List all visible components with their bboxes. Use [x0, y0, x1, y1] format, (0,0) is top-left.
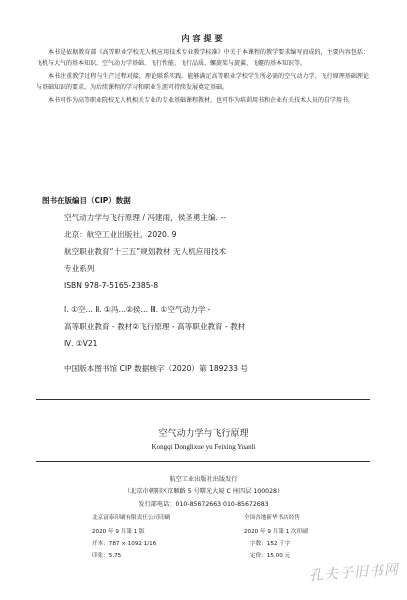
printing: 2020 年 9 月第 1 次印刷: [244, 529, 308, 535]
cip-line: 专业系列: [64, 264, 95, 273]
cip-line: 高等职业教育 - 教材②飞行原理 - 高等职业教育 - 教材: [64, 322, 246, 331]
publisher-phone: 发行部电话：010-85672663 010-85672683: [138, 501, 269, 508]
format: 开本：787 × 1092 1/16: [92, 541, 157, 547]
cip-line: 航空职业教育“十三五”规划教材 无人机应用技术: [64, 247, 227, 256]
summary-paragraph: 本书是依据教育部《高等职业学校无人机应用技术专业教学标准》中关于本课程的教学要求编写而成的，主要内容包括：飞机与大气的基本知识、空气动力学基础、飞行性能、飞行品质、螺旋桨与旋翼、飞艇的基本知识等。: [36, 49, 369, 67]
price: 定价：15.00 元: [250, 553, 291, 559]
cip-line: Ⅳ. ①V21: [64, 339, 98, 348]
cip-data-code: 中国版本图书馆 CIP 数据核字（2020）第 189233 号: [64, 364, 248, 373]
divider: [36, 399, 370, 400]
watermark-logo: 孔夫子旧书网: [308, 561, 400, 585]
cip-line: Ⅰ. ①空… Ⅱ. ①冯…②侯… Ⅲ. ①空气动力学 -: [64, 305, 211, 314]
cip-block: [64, 209, 364, 352]
cip-line: 北京：航空工业出版社，2020. 9: [64, 230, 177, 239]
book-title: 空气动力学与飞行原理: [158, 429, 249, 439]
content-summary-body: [36, 48, 369, 110]
cip-heading: 图书在版编目（CIP）数据: [42, 196, 131, 205]
printer: 北京富泰印刷有限责任公司印刷: [92, 515, 171, 521]
divider: [36, 461, 370, 462]
cip-line: 空气动力学与飞行原理 / 冯建雨，侯圣勇主编. --: [64, 213, 226, 222]
word-count: 字数：152 千字: [250, 541, 291, 547]
publisher-address: （北京市朝阳区京顺路 5 号曙光大厦 C 座四层 100028）: [123, 488, 284, 495]
book-pinyin: Kongqi Donglixue yu Feixing Yuanli: [151, 443, 256, 451]
sheets: 印张：5.75: [92, 553, 122, 559]
edition: 2020 年 9 月第 1 版: [92, 529, 145, 535]
content-summary-title: 内容提要: [181, 34, 226, 43]
distributor: 全国各地新华书店经售: [244, 515, 300, 521]
cip-line: ISBN 978-7-5165-2385-8: [64, 281, 159, 290]
summary-paragraph: 本书注重教学过程与生产过程对接，理论联系实践。能够满足高等职业学校学生所必需的空气动力学、飞行原理基础理论与基础知识的要求，为后续课程的学习和职业生涯可持续发展奠定基础。: [36, 73, 369, 91]
publisher-line: 航空工业出版社出版发行: [169, 476, 238, 483]
summary-paragraph: 本书可作为高等职业院校无人机相关专业的专业基础课程教材，也可作为培训用书和企业有关技术人员的自学用书。: [48, 97, 355, 104]
